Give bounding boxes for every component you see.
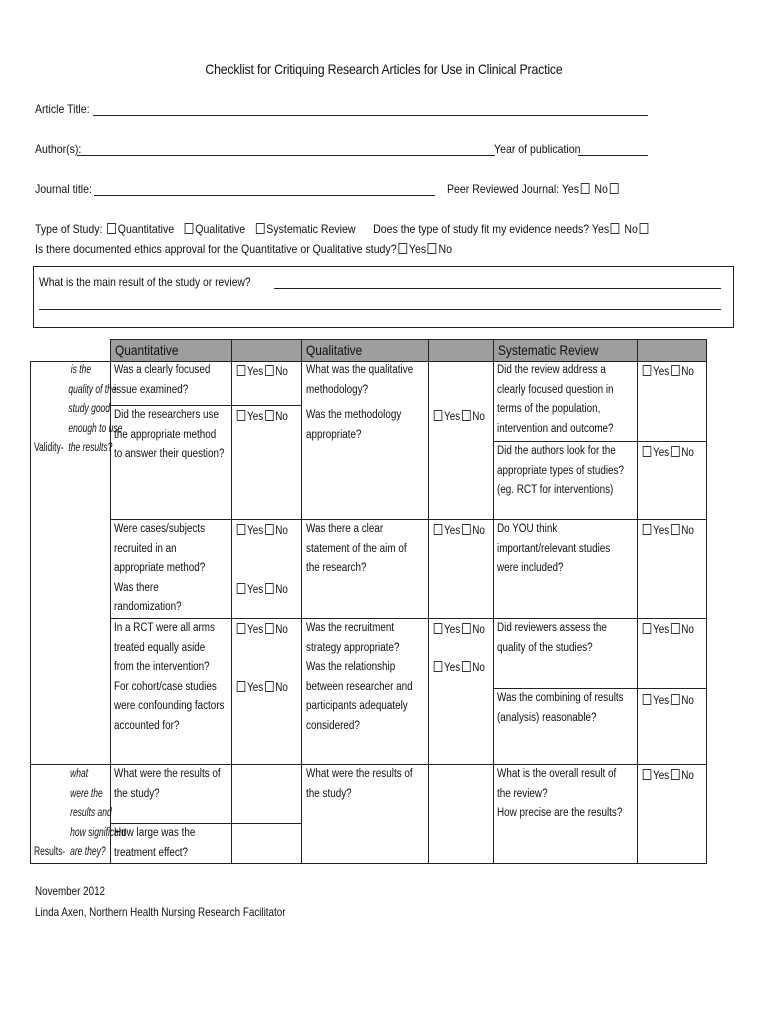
fit-no-label: No xyxy=(624,222,638,236)
quant-question: Was a clearly focused issue examined? xyxy=(114,364,211,396)
yes-no-checkbox[interactable]: Yes No xyxy=(641,524,702,537)
footer-author: Linda Axen, Northern Health Nursing Research Facilitator xyxy=(35,905,286,919)
fit-needs-label: Does the type of study fit my evidence needs? Yes xyxy=(373,222,610,236)
ethics-no-label: No xyxy=(438,242,452,256)
main-result-box[interactable] xyxy=(33,266,734,328)
results-label: Results-what were the results and how significant are they? xyxy=(34,768,127,858)
sys-question: Did the review address a clearly focused question in terms of the population, intervention and outcome? xyxy=(497,364,614,435)
main-result-line-2[interactable] xyxy=(39,309,721,310)
article-title-label: Article Title: xyxy=(35,102,90,116)
yes-no-checkbox[interactable]: Yes No xyxy=(641,365,702,378)
sys-question: Was the combining of results (analysis) reasonable? xyxy=(497,692,624,724)
qualitative-checkbox[interactable] xyxy=(185,223,194,234)
header-qualitative: Qualitative xyxy=(306,342,363,358)
peer-no-label: No xyxy=(594,182,608,196)
fit-yes-checkbox[interactable] xyxy=(611,223,620,234)
ethics-no-checkbox[interactable] xyxy=(428,243,437,254)
yes-no-checkbox[interactable]: Yes No xyxy=(432,410,493,423)
article-title-field[interactable] xyxy=(93,104,648,116)
validity-label: Validity- is the quality of the study good enough to use the results? xyxy=(34,364,123,454)
sys-question: Did reviewers assess the quality of the studies? xyxy=(497,622,607,654)
qual-question: What were the results of the study? xyxy=(306,768,413,800)
authors-label: Author(s): xyxy=(35,142,82,156)
yes-no-checkbox[interactable]: Yes No xyxy=(235,623,296,636)
sys-question: Do YOU think important/relevant studies were included? xyxy=(497,523,611,574)
quant-question: What were the results of the study? xyxy=(114,768,221,800)
quant-question: In a RCT were all arms treated equally aside from the intervention? For cohort/case studies were confounding factors accounted for? xyxy=(114,622,225,732)
journal-field[interactable] xyxy=(94,184,435,196)
ethics-yes-label: Yes xyxy=(408,242,427,256)
quant-question: Did the researchers use the appropriate method to answer their question? xyxy=(114,409,225,460)
journal-label: Journal title: xyxy=(35,182,92,196)
fit-no-checkbox[interactable] xyxy=(640,223,649,234)
yes-no-checkbox[interactable]: Yes No xyxy=(235,583,296,596)
page-title: Checklist for Critiquing Research Articles for Use in Clinical Practice xyxy=(205,61,563,77)
yes-no-checkbox[interactable]: Yes No xyxy=(641,769,702,782)
yes-no-checkbox[interactable]: Yes No xyxy=(641,446,702,459)
systematic-review-label: Systematic Review xyxy=(266,222,356,236)
ethics-label: Is there documented ethics approval for the Quantitative or Qualitative study? xyxy=(35,242,397,256)
yes-no-checkbox[interactable]: Yes No xyxy=(432,661,493,674)
systematic-review-checkbox[interactable] xyxy=(256,223,265,234)
peer-no-checkbox[interactable] xyxy=(610,183,619,194)
critique-table xyxy=(30,339,707,864)
peer-yes-checkbox[interactable] xyxy=(581,183,590,194)
journal-row xyxy=(35,182,100,196)
ethics-row xyxy=(35,242,509,256)
qual-question: What was the qualitative methodology? xyxy=(306,364,414,396)
authors-field[interactable] xyxy=(77,144,495,156)
qualitative-label: Qualitative xyxy=(195,222,246,236)
header-quantitative: Quantitative xyxy=(115,342,179,358)
yes-no-checkbox[interactable]: Yes No xyxy=(235,410,296,423)
yes-no-checkbox[interactable]: Yes No xyxy=(641,623,702,636)
study-type-row xyxy=(35,222,734,236)
peer-reviewed-label: Peer Reviewed Journal: Yes xyxy=(447,182,580,196)
qual-question: Was the recruitment strategy appropriate? Was the relationship between researcher and participants adequately considered? xyxy=(306,622,413,732)
yes-no-checkbox[interactable]: Yes No xyxy=(432,524,493,537)
quantitative-checkbox[interactable] xyxy=(107,223,116,234)
yes-no-checkbox[interactable]: Yes No xyxy=(235,524,296,537)
sys-question: What is the overall result of the review? How precise are the results? xyxy=(497,768,623,819)
peer-reviewed-row xyxy=(447,182,644,196)
year-label: Year of publication xyxy=(494,142,581,156)
quantitative-label: Quantitative xyxy=(117,222,175,236)
article-title-row xyxy=(35,102,97,116)
year-field[interactable] xyxy=(578,144,648,156)
type-of-study-label: Type of Study: xyxy=(35,222,103,236)
main-result-label: What is the main result of the study or review? xyxy=(39,275,251,289)
yes-no-checkbox[interactable]: Yes No xyxy=(235,681,296,694)
header-systematic-review: Systematic Review xyxy=(498,342,599,358)
sys-question: Did the authors look for the appropriate types of studies? (eg. RCT for interventions) xyxy=(497,445,625,496)
yes-no-checkbox[interactable]: Yes No xyxy=(432,623,493,636)
yes-no-checkbox[interactable]: Yes No xyxy=(641,694,702,707)
quant-question: Were cases/subjects recruited in an appropriate method? Was there randomization? xyxy=(114,523,206,613)
yes-no-checkbox[interactable]: Yes No xyxy=(235,365,296,378)
footer xyxy=(35,881,340,923)
footer-date: November 2012 xyxy=(35,884,106,898)
qual-question: Was there a clear statement of the aim of the research? xyxy=(306,523,407,574)
table-header-row xyxy=(110,339,707,361)
quant-question: How large was the treatment effect? xyxy=(114,827,196,859)
ethics-yes-checkbox[interactable] xyxy=(398,243,407,254)
qual-question: Was the methodology appropriate? xyxy=(306,409,402,441)
main-result-field[interactable] xyxy=(274,277,721,289)
